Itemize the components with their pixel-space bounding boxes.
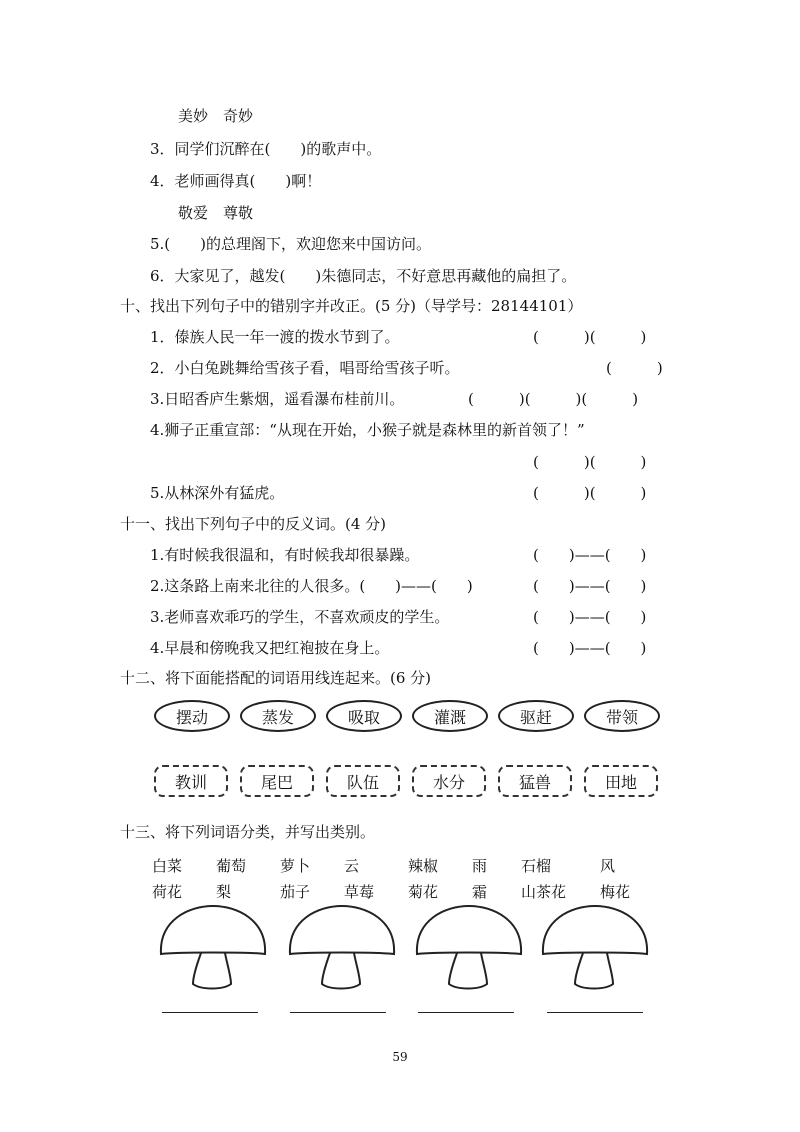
section-11-title: 十一、找出下列句子中的反义词。(4 分) xyxy=(120,515,387,533)
category-word: 雨 xyxy=(472,857,488,875)
noun-frame[interactable]: 猛兽 xyxy=(498,765,572,797)
question-11-1: 1.有时候我很温和，有时候我却很暴躁。 xyxy=(150,546,420,564)
answer-blank-11-1[interactable]: ( )——( ) xyxy=(533,546,647,564)
category-word: 白菜 xyxy=(152,857,183,875)
question-10-3: 3.日昭香庐生紫烟，遥看瀑布桂前川。 xyxy=(150,390,405,408)
question-11-4: 4.早晨和傍晚我又把红袍披在身上。 xyxy=(150,639,390,657)
mushroom-shape xyxy=(157,902,269,994)
noun-frame[interactable]: 尾巴 xyxy=(240,765,314,797)
answer-blank-11-4[interactable]: ( )——( ) xyxy=(533,639,647,657)
noun-frame[interactable]: 田地 xyxy=(584,765,658,797)
page-number: 59 xyxy=(392,1050,408,1064)
answer-blank-11-2[interactable]: ( )——( ) xyxy=(533,577,647,595)
question-10-1: 1．傣族人民一年一渡的拨水节到了。 xyxy=(150,328,400,346)
category-word: 梨 xyxy=(216,883,232,901)
category-word: 茄子 xyxy=(280,883,311,901)
word-options-a: 美妙 奇妙 xyxy=(178,107,254,125)
verb-oval[interactable]: 驱赶 xyxy=(498,700,574,732)
category-word: 菊花 xyxy=(408,883,439,901)
category-word: 风 xyxy=(600,857,616,875)
question-10-4: 4.狮子正重宣部：“从现在开始，小猴子就是森林里的新首领了！” xyxy=(150,421,585,439)
section-12-title: 十二、将下面能搭配的词语用线连起来。(6 分) xyxy=(120,669,432,687)
question-9-3: 3．同学们沉醉在( )的歌声中。 xyxy=(150,140,382,158)
category-word: 山茶花 xyxy=(521,883,567,901)
category-word: 萝卜 xyxy=(280,857,311,875)
question-10-2: 2．小白兔跳舞给雪孩子看，唱哥给雪孩子听。 xyxy=(150,359,460,377)
answer-blank-10-1[interactable]: ( )( ) xyxy=(533,328,647,346)
noun-frame[interactable]: 水分 xyxy=(412,765,486,797)
question-9-6: 6．大家见了，越发( )朱德同志，不好意思再藏他的扁担了。 xyxy=(150,267,577,285)
category-word: 草莓 xyxy=(344,883,375,901)
category-word: 霜 xyxy=(472,883,488,901)
answer-blank-10-3[interactable]: ( )( )( ) xyxy=(468,390,639,408)
category-word: 葡萄 xyxy=(216,857,247,875)
section-10-title: 十、找出下列句子中的错别字并改正。(5 分)（导学号：28144101） xyxy=(120,297,583,315)
category-answer-line[interactable] xyxy=(418,1012,514,1013)
noun-frame[interactable]: 队伍 xyxy=(326,765,400,797)
verb-oval[interactable]: 摆动 xyxy=(154,700,230,732)
verb-oval[interactable]: 蒸发 xyxy=(240,700,316,732)
category-answer-line[interactable] xyxy=(547,1012,643,1013)
category-word: 梅花 xyxy=(600,883,631,901)
category-word: 云 xyxy=(344,857,360,875)
category-word: 石榴 xyxy=(521,857,552,875)
verb-oval[interactable]: 灌溉 xyxy=(412,700,488,732)
word-options-b: 敬爱 尊敬 xyxy=(178,204,254,222)
question-11-2: 2.这条路上南来北往的人很多。( )——( ) xyxy=(150,577,473,595)
question-11-3: 3.老师喜欢乖巧的学生，不喜欢顽皮的学生。 xyxy=(150,608,450,626)
answer-blank-11-3[interactable]: ( )——( ) xyxy=(533,608,647,626)
category-answer-line[interactable] xyxy=(162,1012,258,1013)
question-10-5: 5.从林深外有猛虎。 xyxy=(150,484,285,502)
mushroom-shape xyxy=(413,902,525,994)
answer-blank-10-5[interactable]: ( )( ) xyxy=(533,484,647,502)
noun-frame[interactable]: 教训 xyxy=(154,765,228,797)
section-13-title: 十三、将下列词语分类，并写出类别。 xyxy=(120,823,376,841)
mushroom-shape xyxy=(286,902,398,994)
category-word: 辣椒 xyxy=(408,857,439,875)
question-9-4: 4．老师画得真( )啊！ xyxy=(150,172,322,190)
category-answer-line[interactable] xyxy=(290,1012,386,1013)
mushroom-shape xyxy=(539,902,651,994)
answer-blank-10-4[interactable]: ( )( ) xyxy=(533,453,647,471)
answer-blank-10-2[interactable]: ( ) xyxy=(606,359,663,377)
verb-oval[interactable]: 带领 xyxy=(584,700,660,732)
question-9-5: 5.( )的总理阁下，欢迎您来中国访问。 xyxy=(150,235,432,253)
category-word: 荷花 xyxy=(152,883,183,901)
verb-oval[interactable]: 吸取 xyxy=(326,700,402,732)
